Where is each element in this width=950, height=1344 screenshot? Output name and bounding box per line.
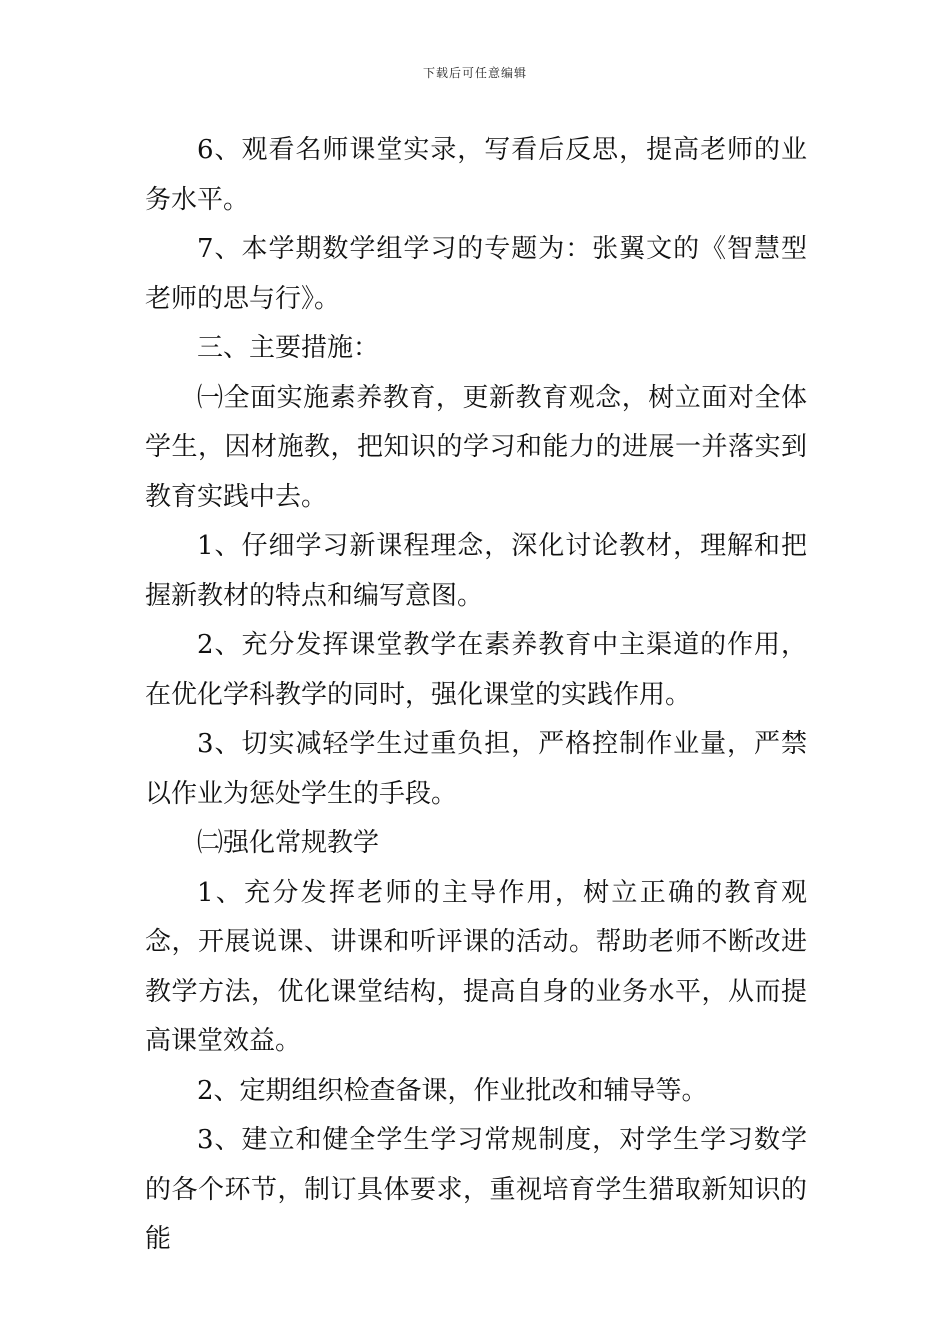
- paragraph-routine-2: 2、定期组织检查备课，作业批改和辅导等。: [197, 1075, 708, 1106]
- paragraph-measure-3: 3、切实减轻学生过重负担，严格控制作业量，严禁以作业为惩处学生的手段。: [145, 729, 807, 809]
- subsection-routine-teaching: ㈡强化常规教学: [197, 828, 380, 858]
- paragraph-measure-1: 1、仔细学习新课程理念，深化讨论教材，理解和把握新教材的特点和编写意图。: [145, 531, 807, 611]
- document-body: [145, 126, 807, 1265]
- page-header-note: 下载后可任意编辑: [422, 66, 527, 80]
- section-heading-main-measures: 三、主要措施：: [197, 333, 380, 363]
- paragraph-item-7: 7、本学期数学组学习的专题为：张翼文的《智慧型老师的思与行》。: [145, 234, 807, 314]
- paragraph-routine-1: 1、充分发挥老师的主导作用，树立正确的教育观念，开展说课、讲课和听评课的活动。帮助老师不断改进教学方法，优化课堂结构，提高自身的业务水平，从而提高课堂效益。: [145, 877, 807, 1056]
- paragraph-measure-2: 2、充分发挥课堂教学在素养教育中主渠道的作用，在优化学科教学的同时，强化课堂的实践作用。: [145, 630, 807, 710]
- subsection-quality-education: ㈠全面实施素养教育，更新教育观念，树立面对全体学生，因材施教，把知识的学习和能力的进展一并落实到教育实践中去。: [145, 382, 807, 512]
- paragraph-item-6: 6、观看名师课堂实录，写看后反思，提高老师的业务水平。: [145, 135, 807, 215]
- paragraph-routine-3: 3、建立和健全学生学习常规制度，对学生学习数学的各个环节，制订具体要求，重视培育学生猎取新知识的能: [145, 1125, 807, 1254]
